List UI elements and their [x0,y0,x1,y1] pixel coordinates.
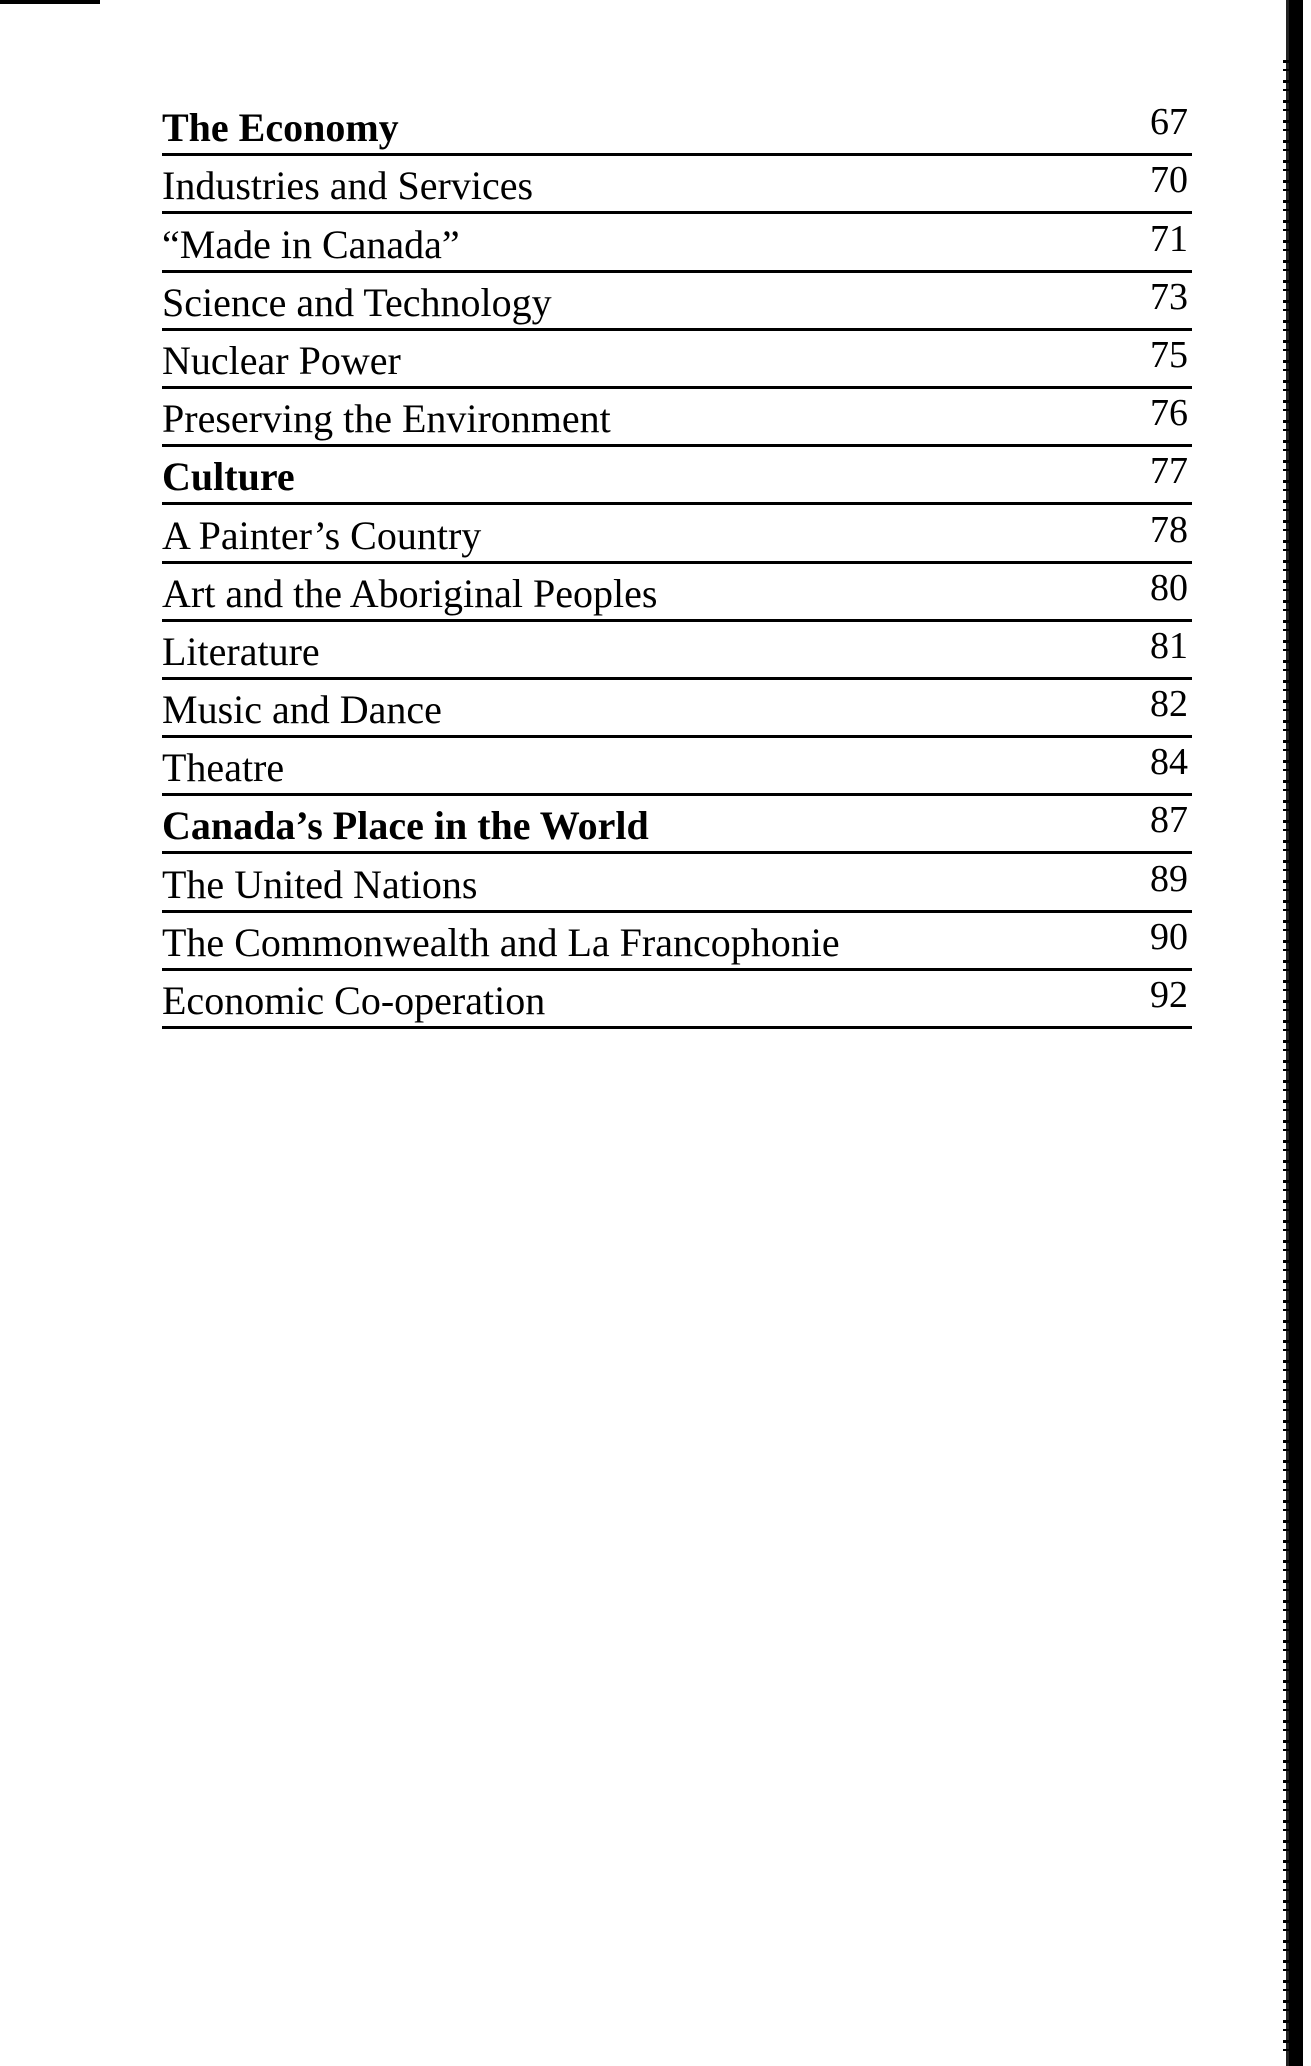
toc-entry-culture [162,447,1192,505]
scan-artifact-mark [0,0,100,4]
toc-entry-title: “Made in Canada” [162,221,460,267]
toc-entry-page: 75 [1150,333,1188,376]
toc-entry-art-and-the-aboriginal-peoples [162,564,1192,622]
toc-entry-title: A Painter’s Country [162,512,482,558]
toc-entry-page: 73 [1150,275,1188,318]
toc-entry-page: 80 [1150,566,1188,609]
toc-entry-the-commonwealth-and-la-francophonie [162,913,1192,971]
toc-entry-music-and-dance [162,680,1192,738]
toc-entry-title: The Commonwealth and La Francophonie [162,919,840,965]
toc-entry-title: Music and Dance [162,687,442,733]
toc-entry-science-and-technology [162,273,1192,331]
toc-entry-page: 70 [1150,159,1188,202]
toc-entry-title: Industries and Services [162,163,534,209]
page-edge-ragged [1283,60,1289,2060]
toc-entry-title: Nuclear Power [162,337,401,383]
toc-entry-title: Art and the Aboriginal Peoples [162,570,658,616]
toc-entry-page: 89 [1150,857,1188,900]
toc-entry-literature [162,622,1192,680]
toc-entry-title: Theatre [162,745,285,791]
toc-entry-title: Preserving the Environment [162,396,611,442]
toc-entry-page: 78 [1150,508,1188,551]
toc-entry-made-in-canada [162,214,1192,272]
toc-entry-economic-co-operation [162,971,1192,1029]
toc-entry-page: 67 [1150,101,1188,144]
toc-entry-page: 82 [1150,683,1188,726]
toc-entry-title: Canada’s Place in the World [162,803,649,849]
toc-entry-page: 76 [1150,392,1188,435]
toc-entry-page: 92 [1150,974,1188,1016]
toc-entry-page: 71 [1150,217,1188,260]
toc-entry-page: 84 [1150,741,1188,784]
toc-entry-a-painters-country [162,505,1192,563]
table-of-contents [162,98,1192,1029]
toc-entry-page: 87 [1150,799,1188,842]
toc-entry-the-united-nations [162,854,1192,912]
toc-entry-title: Science and Technology [162,279,552,325]
toc-entry-nuclear-power [162,331,1192,389]
toc-entry-title: The Economy [162,105,399,151]
toc-entry-industries-and-services [162,156,1192,214]
toc-entry-the-economy [162,98,1192,156]
toc-entry-title: Literature [162,628,320,674]
toc-entry-canadas-place-in-the-world [162,796,1192,854]
toc-entry-page: 90 [1150,915,1188,958]
toc-entry-title: Economic Co-operation [162,978,546,1023]
toc-entry-page: 77 [1150,450,1188,493]
toc-entry-preserving-the-environment [162,389,1192,447]
toc-entry-theatre [162,738,1192,796]
toc-entry-page: 81 [1150,624,1188,667]
toc-entry-title: Culture [162,454,295,500]
toc-entry-title: The United Nations [162,861,478,907]
